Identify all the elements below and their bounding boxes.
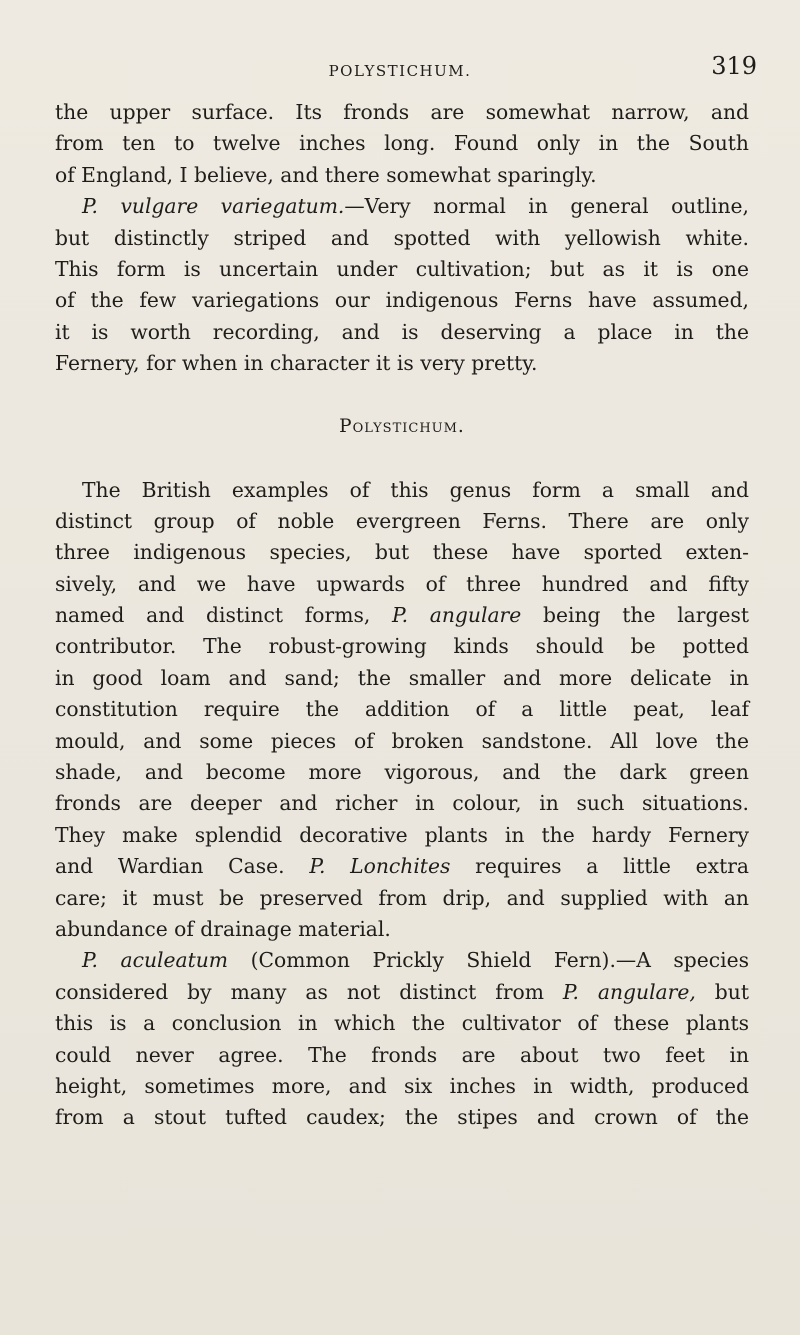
text-line: Fernery, for when in character it is very pretty.: [55, 351, 538, 376]
species-name: P. angulare: [392, 603, 522, 628]
text-line: care; it must be preserved from drip, and supplied with an: [55, 885, 749, 910]
text-line: the upper surface. Its fronds are somewhat narrow, and: [55, 100, 749, 124]
text-line: They make splendid decorative plants in the hardy Fernery: [55, 822, 749, 847]
page-number: 319: [711, 52, 757, 80]
text-run: (Common Prickly Shield Fern).—A species: [228, 948, 750, 973]
text-line: three indigenous species, but these have sported exten-: [55, 540, 749, 565]
text-line: contributor. The robust-growing kinds should be potted: [55, 634, 749, 659]
text-run: and Wardian Case.: [55, 854, 310, 879]
text-line: sively, and we have upwards of three hundred and fifty: [55, 571, 749, 596]
text-line: in good loam and sand; the smaller and more delicate in: [55, 665, 749, 690]
text-line: [55, 191, 749, 222]
species-name: P. vulgare variegatum.: [82, 194, 345, 219]
text-line: The British examples of this genus form a small and: [82, 477, 749, 502]
text-line: it is worth recording, and is deserving a place in the: [55, 319, 749, 344]
text-line: distinct group of noble evergreen Ferns. There are only: [55, 508, 749, 533]
text-run: —Very normal in general outline,: [344, 194, 750, 219]
text-line: This form is uncertain under cultivation; but as it is one: [55, 256, 749, 281]
text-line: but distinctly striped and spotted with yellowish white.: [55, 225, 749, 250]
text-line: of England, I believe, and there somewhat sparingly.: [55, 162, 597, 187]
text-line: shade, and become more vigorous, and the dark green: [55, 760, 749, 785]
text-line: [55, 977, 749, 1008]
text-line: could never agree. The fronds are about two feet in: [55, 1042, 749, 1067]
running-header: [40, 52, 760, 82]
text-line: of the few variegations our indigenous Ferns have assumed,: [55, 288, 749, 313]
text-line: [55, 600, 749, 631]
paragraph-continuation: [55, 97, 749, 191]
text-line: this is a conclusion in which the cultivator of these plants: [55, 1011, 749, 1036]
paragraph-aculeatum: [55, 945, 749, 1133]
text-run: requires a little extra: [450, 854, 750, 879]
text-run: but: [695, 979, 749, 1004]
body-text: [55, 97, 749, 1134]
species-name: P. aculeatum: [82, 948, 229, 973]
text-line: height, sometimes more, and six inches in width, produced: [55, 1073, 749, 1098]
paragraph-vulgare-variegatum: [55, 191, 749, 379]
text-line: mould, and some pieces of broken sandstone. All love the: [55, 728, 749, 753]
text-line: [55, 945, 749, 976]
species-name: P. angulare,: [562, 979, 696, 1004]
text-line: from a stout tufted caudex; the stipes and crown of the: [55, 1105, 749, 1130]
text-line: fronds are deeper and richer in colour, in such situations.: [55, 791, 749, 816]
species-name: P. Lonchites: [309, 854, 451, 879]
text-run: being the largest: [521, 603, 750, 628]
text-line: abundance of drainage material.: [55, 916, 391, 941]
text-line: [55, 851, 749, 882]
running-title: POLYSTICHUM.: [328, 62, 472, 80]
text-run: named and distinct forms,: [55, 603, 393, 628]
paragraph-genus-intro: [55, 475, 749, 946]
section-heading: Polystichum.: [339, 416, 465, 438]
text-run: considered by many as not distinct from: [55, 979, 563, 1004]
text-line: constitution require the addition of a little peat, leaf: [55, 697, 749, 722]
text-line: from ten to twelve inches long. Found only in the South: [55, 131, 749, 156]
